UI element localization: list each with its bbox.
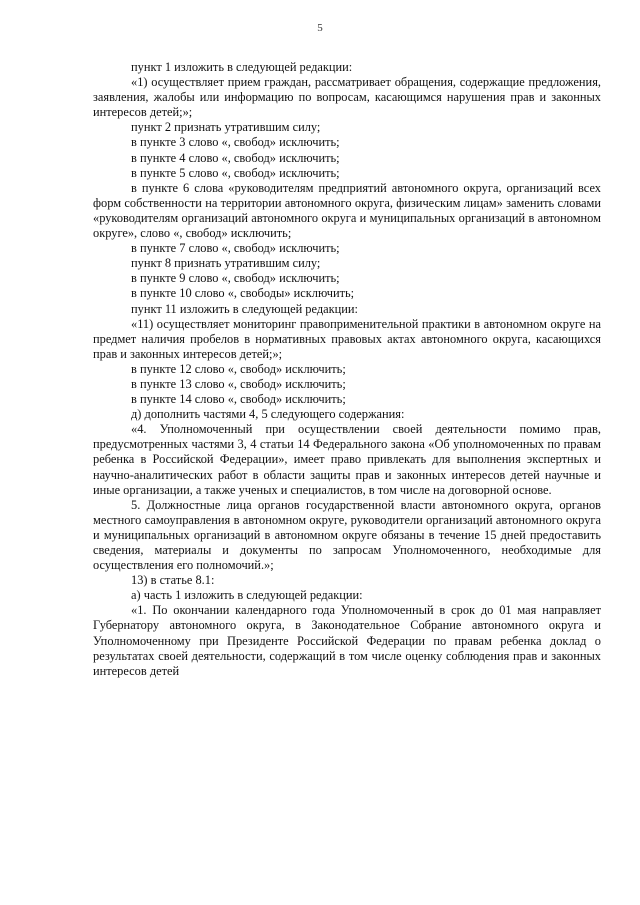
- paragraph: в пункте 9 слово «, свобод» исключить;: [131, 271, 340, 286]
- paragraph: в пункте 12 слово «, свобод» исключить;: [131, 361, 346, 376]
- paragraph: в пункте 5 слово «, свобод» исключить;: [131, 165, 340, 180]
- paragraph: «4. Уполномоченный при осуществлении своей деятельности помимо прав, предусмотренных частями 3, 4 статьи 14 Федерального закона «Об уполномоченных по правам ребенка в Российской Федерации», имеет право привлекать для выполнения экспертных и научно-аналитических работ в области защиты прав и законных интересов детей научные и иные организации, а также ученых и специалистов, в том числе на договорной основе.: [93, 422, 601, 497]
- paragraph: в пункте 13 слово «, свобод» исключить;: [131, 376, 346, 391]
- paragraph: пункт 8 признать утратившим силу;: [131, 256, 321, 271]
- paragraph: в пункте 3 слово «, свобод» исключить;: [131, 135, 340, 150]
- page-number: 5: [317, 22, 323, 34]
- paragraph: 5. Должностные лица органов государственной власти автономного округа, органов местного самоуправления в автономном округе, руководители организаций автономного округа и муниципальных организаций в автономном округе обязаны в течение 15 дней предоставить сведения, материалы и документы по запросам Уполномоченного, необходимые для осуществления его полномочий.»;: [93, 497, 601, 573]
- paragraph: д) дополнить частями 4, 5 следующего содержания:: [131, 407, 405, 422]
- paragraph: пункт 11 изложить в следующей редакции:: [131, 301, 358, 316]
- paragraph: в пункте 6 слова «руководителям предприятий автономного округа, организаций всех форм собственности на территории автономного округа, физическим лицам» заменить словами «руководителям организаций автономного округа и муниципальных организаций в автономном округе», слово «, свобод» исключить;: [93, 180, 601, 241]
- document-body: [93, 60, 601, 679]
- paragraph: а) часть 1 изложить в следующей редакции:: [131, 588, 363, 603]
- paragraph: в пункте 4 слово «, свобод» исключить;: [131, 150, 340, 165]
- paragraph: «11) осуществляет мониторинг правоприменительной практики в автономном округе на предмет наличия пробелов в нормативных правовых актах автономного округа, касающихся прав и законных интересов детей;»;: [93, 316, 601, 361]
- paragraph: «1. По окончании календарного года Уполномоченный в срок до 01 мая направляет Губернатору автономного округа, в Законодательное Собрание автономного округа и Уполномоченному при Президенте Российской Федерации по правам ребенка доклад о результатах своей деятельности, содержащий в том числе оценку соблюдения прав и законных интересов детей: [93, 603, 601, 678]
- paragraph: «1) осуществляет прием граждан, рассматривает обращения, содержащие предложения, заявления, жалобы или информацию по вопросам, касающимся нарушения прав и законных интересов детей;»;: [93, 75, 601, 120]
- paragraph: в пункте 7 слово «, свобод» исключить;: [131, 241, 340, 256]
- paragraph: пункт 2 признать утратившим силу;: [131, 120, 321, 135]
- paragraph: пункт 1 изложить в следующей редакции:: [131, 60, 353, 74]
- paragraph: в пункте 14 слово «, свобод» исключить;: [131, 392, 346, 407]
- paragraph: в пункте 10 слово «, свободы» исключить;: [131, 286, 355, 301]
- paragraph: 13) в статье 8.1:: [131, 573, 215, 588]
